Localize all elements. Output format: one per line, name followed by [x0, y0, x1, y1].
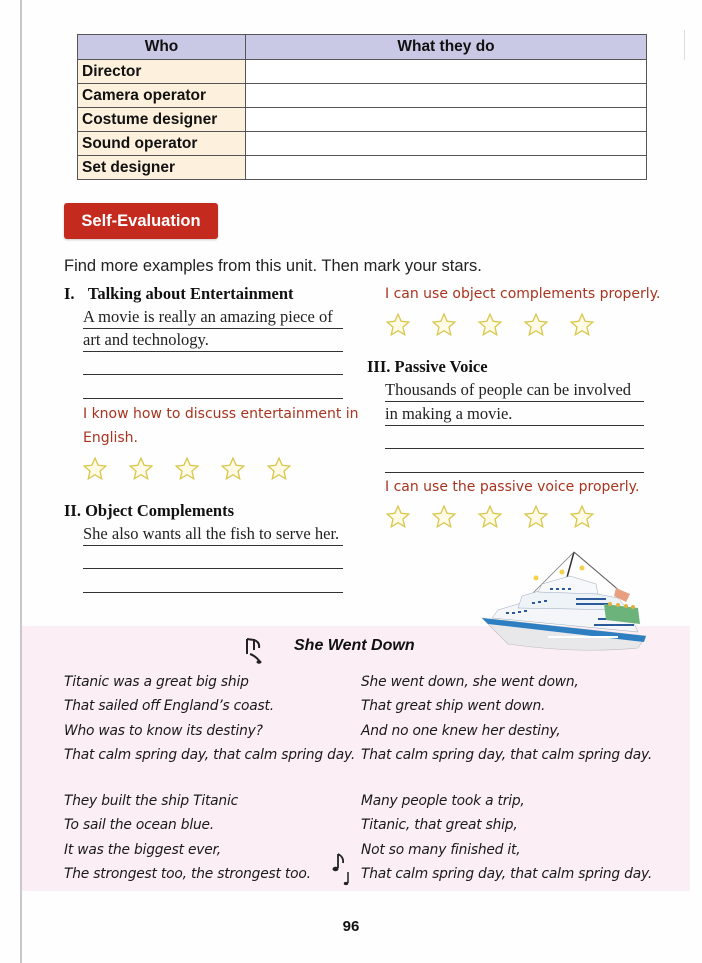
- column-header-who: Who: [78, 35, 246, 60]
- song-stanza: [64, 670, 355, 767]
- star-icon[interactable]: [220, 456, 246, 482]
- lyric-line: That calm spring day, that calm spring day.: [361, 746, 653, 763]
- star-icon[interactable]: [431, 504, 457, 530]
- role-cell: Costume designer: [78, 108, 246, 132]
- lyric-line: Not so many finished it,: [361, 841, 521, 858]
- star-icon[interactable]: [82, 456, 108, 482]
- lyric-line: And no one knew her destiny,: [361, 722, 561, 739]
- music-note-icon: [244, 636, 264, 664]
- self-evaluation-banner: Self-Evaluation: [64, 203, 218, 239]
- can-do-statement: [83, 402, 359, 450]
- example-line[interactable]: A movie is really an amazing piece of: [83, 306, 343, 329]
- example-line[interactable]: in making a movie.: [385, 403, 644, 426]
- table-row: [78, 132, 647, 156]
- star-rating-passive-voice: [385, 504, 595, 530]
- role-cell: Camera operator: [78, 84, 246, 108]
- roles-table: [77, 34, 647, 180]
- example-line[interactable]: [83, 546, 343, 569]
- lyric-line: That great ship went down.: [361, 698, 546, 715]
- lyric-line: Titanic was a great big ship: [64, 674, 249, 690]
- song-stanza: [361, 789, 652, 886]
- table-row: [78, 108, 647, 132]
- lyric-line: Many people took a trip,: [361, 793, 525, 809]
- lyric-line: Who was to know its destiny?: [64, 722, 263, 739]
- star-rating-entertainment: [82, 456, 292, 482]
- role-cell: Set designer: [78, 156, 246, 180]
- section-number: III.: [367, 357, 391, 376]
- can-do-line: I can use object complements properly.: [385, 286, 661, 302]
- section-title-entertainment: [64, 284, 294, 304]
- section-number: I.: [64, 284, 75, 303]
- answer-cell[interactable]: [246, 84, 647, 108]
- section-number: II.: [64, 501, 81, 520]
- star-icon[interactable]: [385, 312, 411, 338]
- answer-cell[interactable]: [246, 60, 647, 84]
- section-title-object-complements: [64, 501, 234, 521]
- song-stanza: [361, 670, 652, 767]
- star-icon[interactable]: [174, 456, 200, 482]
- example-line[interactable]: [83, 352, 343, 375]
- cruise-ship-illustration: [478, 548, 648, 654]
- section-title-text: Passive Voice: [394, 357, 488, 376]
- role-cell: Sound operator: [78, 132, 246, 156]
- example-line[interactable]: [385, 450, 644, 473]
- role-cell: Director: [78, 60, 246, 84]
- star-icon[interactable]: [569, 504, 595, 530]
- section-title-text: Talking about Entertainment: [87, 284, 294, 303]
- page-edge-mark: [684, 30, 685, 60]
- table-row: [78, 156, 647, 180]
- can-do-statement: [385, 282, 660, 306]
- instructions-text: Find more examples from this unit. Then mark your stars.: [64, 257, 482, 275]
- table-row: [78, 60, 647, 84]
- star-icon[interactable]: [523, 312, 549, 338]
- song-stanza: [64, 789, 311, 886]
- lyric-line: To sail the ocean blue.: [64, 817, 214, 834]
- lyric-line: That calm spring day, that calm spring day.: [361, 865, 653, 882]
- section-title-passive-voice: [367, 357, 488, 377]
- star-icon[interactable]: [385, 504, 411, 530]
- answer-cell[interactable]: [246, 156, 647, 180]
- star-icon[interactable]: [266, 456, 292, 482]
- example-line[interactable]: Thousands of people can be involved: [385, 379, 644, 402]
- lyric-line: Titanic, that great ship,: [361, 817, 518, 834]
- column-header-what: What they do: [246, 35, 647, 60]
- lyric-line: That calm spring day, that calm spring day.: [64, 746, 356, 763]
- song-title: She Went Down: [294, 637, 415, 654]
- example-line[interactable]: art and technology.: [83, 329, 343, 352]
- table-header-row: [78, 35, 647, 60]
- eighth-notes-icon: [330, 852, 352, 886]
- table-row: [78, 84, 647, 108]
- star-icon[interactable]: [477, 312, 503, 338]
- lyric-line: She went down, she went down,: [361, 674, 579, 690]
- can-do-line: I can use the passive voice properly.: [385, 479, 640, 495]
- can-do-line: I know how to discuss entertainment in: [83, 406, 359, 422]
- star-icon[interactable]: [523, 504, 549, 530]
- can-do-line: English.: [83, 430, 139, 446]
- answer-cell[interactable]: [246, 132, 647, 156]
- star-icon[interactable]: [569, 312, 595, 338]
- page-number: 96: [342, 918, 360, 935]
- star-icon[interactable]: [477, 504, 503, 530]
- lyric-line: The strongest too, the strongest too.: [64, 865, 311, 882]
- section-title-text: Object Complements: [85, 501, 235, 520]
- example-line[interactable]: [385, 426, 644, 449]
- example-line[interactable]: [83, 570, 343, 593]
- star-rating-object-complements: [385, 312, 595, 338]
- can-do-statement: [385, 475, 639, 499]
- lyric-line: They built the ship Titanic: [64, 793, 238, 809]
- lyric-line: That sailed off England’s coast.: [64, 698, 274, 715]
- lyric-line: It was the biggest ever,: [64, 841, 221, 858]
- example-line[interactable]: She also wants all the fish to serve her.: [83, 523, 343, 546]
- star-icon[interactable]: [128, 456, 154, 482]
- example-line[interactable]: [83, 376, 343, 399]
- answer-cell[interactable]: [246, 108, 647, 132]
- star-icon[interactable]: [431, 312, 457, 338]
